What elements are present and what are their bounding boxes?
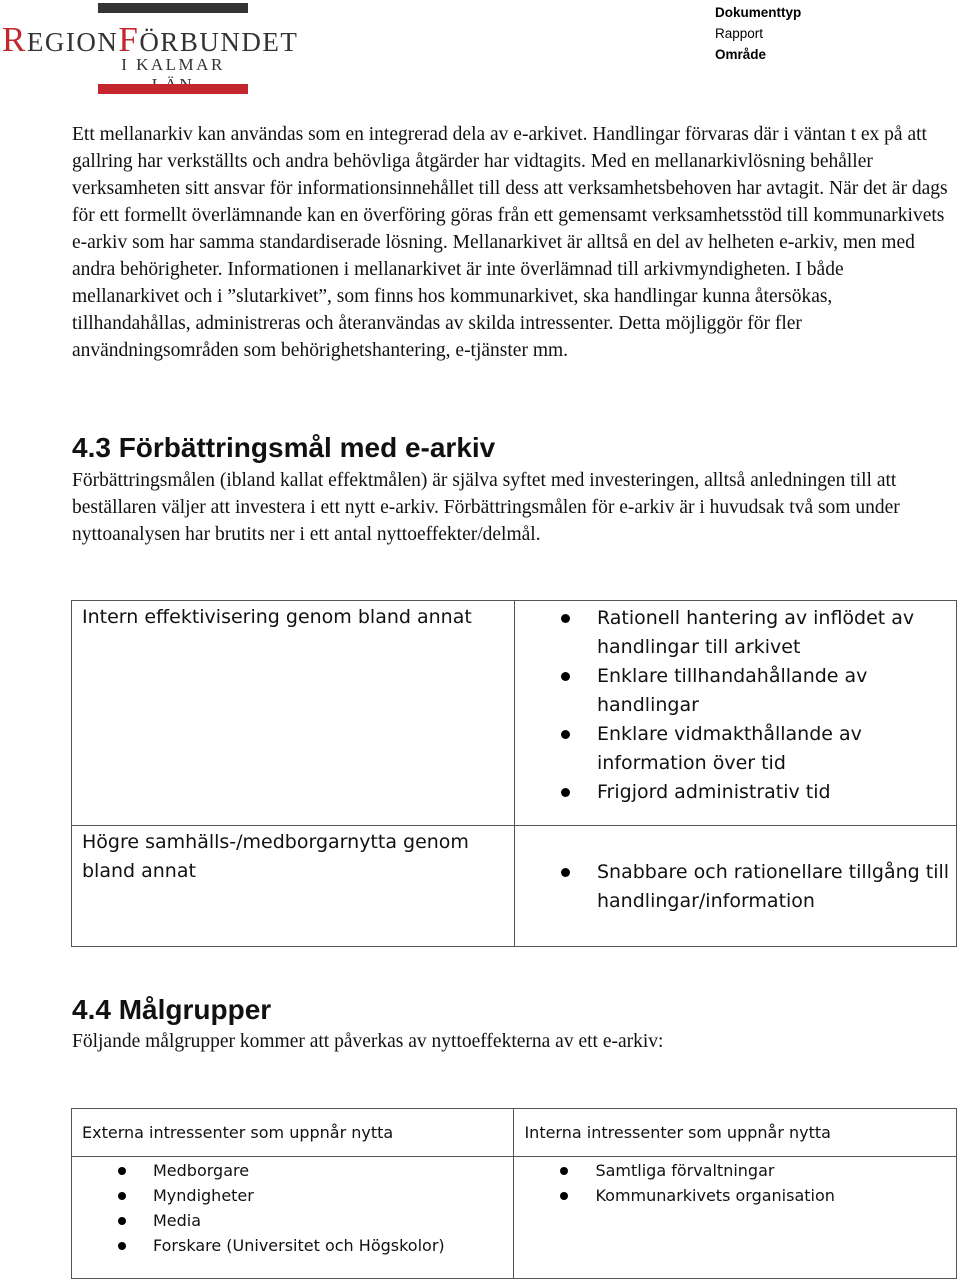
target-groups-table (71, 1108, 957, 1279)
list-item: Samtliga förvaltningar (514, 1158, 956, 1183)
section-44-heading: 4.4 Målgrupper (72, 994, 272, 1025)
list-item: Kommunarkivets organisation (514, 1183, 956, 1208)
doc-type-value: Rapport (715, 26, 764, 41)
section-43-heading: 4.3 Förbättringsmål med e-arkiv (72, 432, 496, 463)
doc-type-label: Dokumenttyp (715, 5, 802, 20)
goals-row-items (515, 826, 957, 947)
list-item: Myndigheter (72, 1183, 513, 1208)
list-item: Medborgare (72, 1158, 513, 1183)
logo-subtitle: I KALMAR (121, 55, 225, 74)
logo-bottom-bar (98, 84, 248, 94)
external-header: Externa intressenter som uppnår nytta (72, 1109, 514, 1157)
goals-table (71, 600, 957, 947)
organization-logo (0, 0, 360, 100)
internal-header: Interna intressenter som uppnår nytta (514, 1109, 957, 1157)
logo-wordmark: REGIONFÖRBUNDET (2, 20, 299, 59)
list-item: Media (72, 1208, 513, 1233)
list-item: Enklare vidmakthållande av information över tid (515, 720, 956, 778)
logo-top-bar (98, 3, 248, 13)
goals-row-label: Högre samhälls-/medborgarnytta genom bland annat (72, 826, 515, 947)
list-item: Enklare tillhandahållande av handlingar (515, 662, 956, 720)
groups-header-row (72, 1109, 957, 1157)
list-item: Snabbare och rationellare tillgång till handlingar/information (515, 858, 956, 916)
intro-paragraph: Ett mellanarkiv kan användas som en integrerad dela av e-arkivet. Handlingar förvaras där i väntan t ex på att gallring har verkställts och andra behövliga åtgärder har vidtagits. Med en mellanarkivlösning behåller verksamheten sitt ansvar för informationsinnehållet till dess att verksamhetsbehoven har avtagit. När det är dags för ett formellt överlämnande kan en överföring göras från ett gemensamt verksamhetsstöd till kommunarkivets e-arkiv som har samma standardiserade lösning. Mellanarkivet är alltså en del av helheten e-arkiv, men med andra behörigheter. Informationen i mellanarkivet är inte överlämnad till arkivmyndigheten. I både mellanarkivet och i ”slutarkivet”, som finns hos kommunarkivet, ska handlingar kunna återsökas, tillhandahållas, administreras och återanvändas av skilda intressenter. Detta möjliggör för fler användningsområden som behörighetshantering, e-tjänster mm. (72, 124, 948, 361)
internal-list-cell (514, 1157, 957, 1279)
goals-row-internal (72, 601, 957, 826)
goals-row-label: Intern effektivisering genom bland annat (72, 601, 515, 826)
section-43-paragraph: Förbättringsmålen (ibland kallat effektmålen) är själva syftet med investeringen, alltså anledningen till att beställaren väljer att investera i ett nytt e-arkiv. Förbättringsmålen för e-arkiv är i huvudsak två som under nyttoanalysen har brutits ner i ett antal nyttoeffekter/delmål. (72, 470, 900, 545)
list-item: Rationell hantering av inflödet av handlingar till arkivet (515, 604, 956, 662)
list-item: Forskare (Universitet och Högskolor) (72, 1233, 513, 1258)
section-44-paragraph: Följande målgrupper kommer att påverkas av nyttoeffekterna av ett e-arkiv: (72, 1031, 664, 1052)
external-list-cell (72, 1157, 514, 1279)
list-item: Frigjord administrativ tid (515, 778, 956, 807)
document-meta (715, 2, 801, 65)
goals-row-societal (72, 826, 957, 947)
area-label: Område (715, 47, 767, 62)
groups-list-row (72, 1157, 957, 1279)
goals-row-items (515, 601, 957, 826)
